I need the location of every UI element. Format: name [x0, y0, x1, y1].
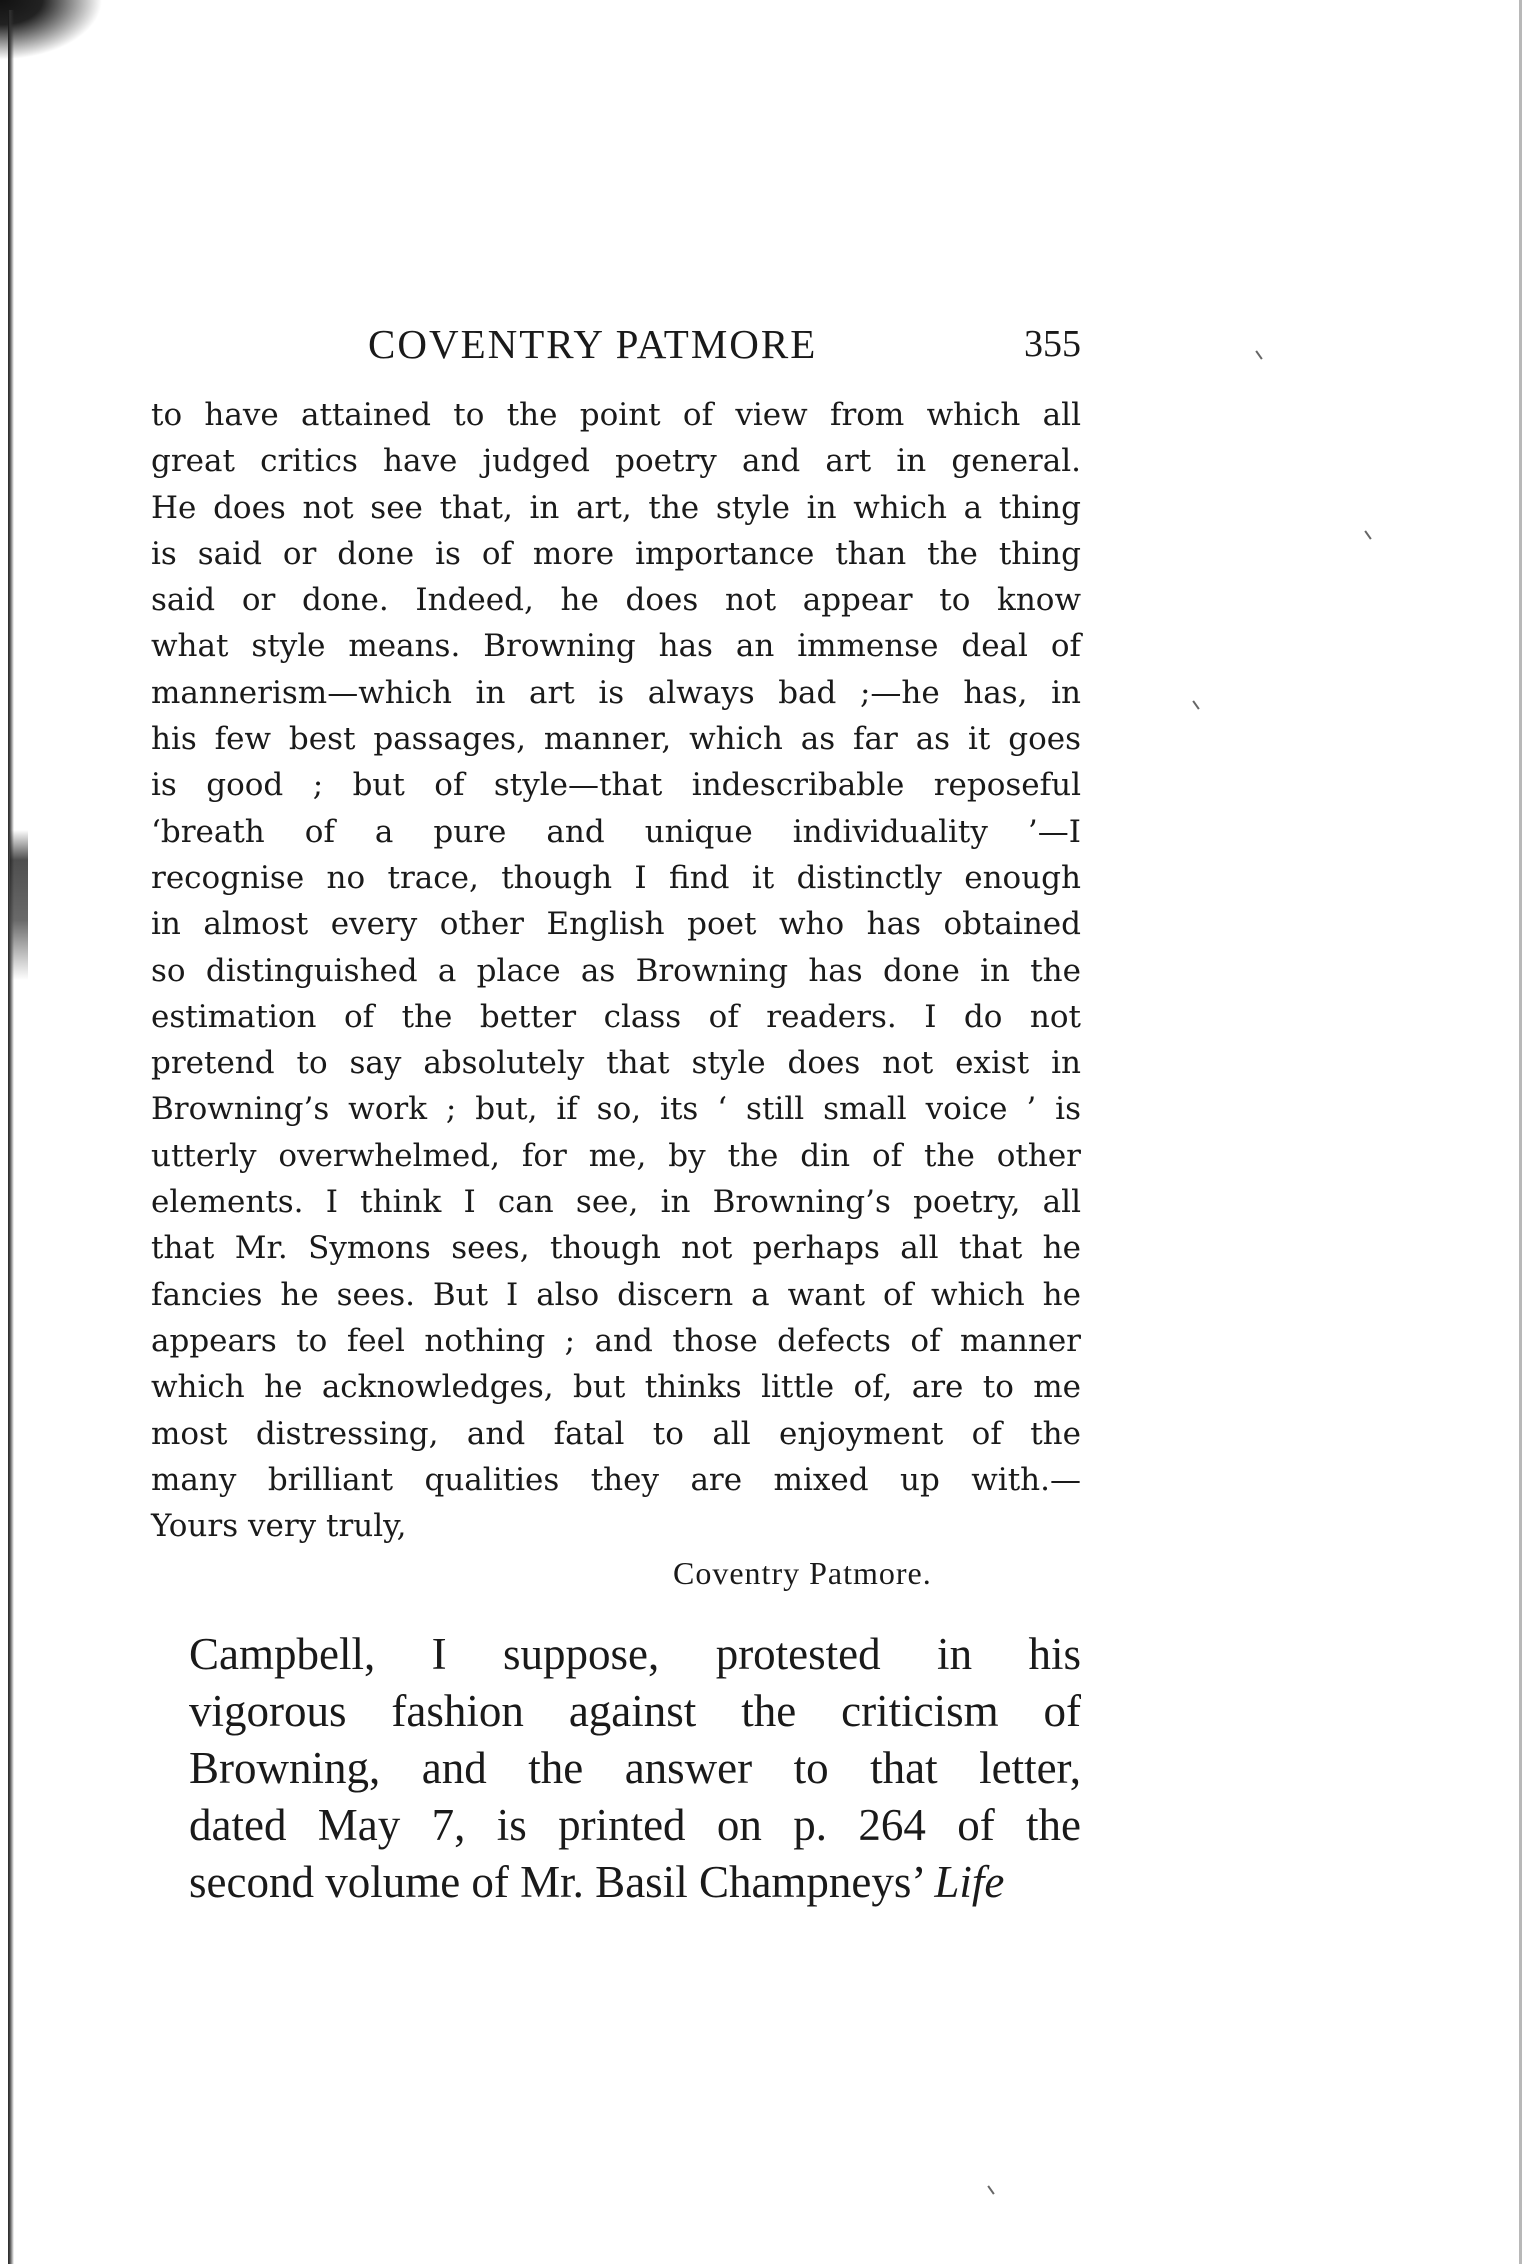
page-scan-shadow [0, 0, 120, 70]
narrative-paragraph [151, 1626, 1081, 1911]
narrative-line: dated May 7, is printed on p. 264 of the [189, 1800, 1081, 1851]
letter-body [151, 392, 1081, 1549]
letter-line: Browning’s work ; but, if so, its ‘ still small voice ’ is [151, 1091, 1081, 1128]
letter-line: is good ; but of style—that indescribable reposeful [151, 767, 1081, 804]
letter-line: pretend to say absolutely that style does not exist in [151, 1045, 1081, 1082]
narrative-line: vigorous fashion against the criticism of [189, 1686, 1081, 1737]
narrative-line-text: second volume of Mr. Basil Champneys’ [189, 1857, 935, 1908]
scan-speck [1364, 530, 1371, 539]
letter-line: many brilliant qualities they are mixed up with.— [151, 1461, 1081, 1498]
letter-line: great critics have judged poetry and art in general. [151, 443, 1081, 480]
narrative-line: Campbell, I suppose, protested in his [189, 1629, 1081, 1680]
letter-line: He does not see that, in art, the style in which a thing [151, 489, 1081, 526]
letter-line: to have attained to the point of view from which all [151, 397, 1081, 433]
book-page [151, 320, 1081, 1911]
scan-speck [1255, 350, 1262, 359]
page-header [151, 320, 1081, 380]
book-title-italic: Life [934, 1857, 1005, 1908]
letter-line: his few best passages, manner, which as far as it goes [151, 721, 1081, 758]
letter-line: said or done. Indeed, he does not appear to know [151, 582, 1081, 619]
letter-line: ‘breath of a pure and unique individuality ’—I [151, 813, 1081, 850]
letter-line: fancies he sees. But I also discern a want of which he [151, 1276, 1081, 1313]
letter-line: that Mr. Symons sees, though not perhaps all that he [151, 1230, 1081, 1267]
letter-closing: Yours very truly, [151, 1508, 407, 1545]
letter-line: what style means. Browning has an immense deal of [151, 628, 1081, 665]
narrative-last-line [189, 1854, 1081, 1911]
running-title: COVENTRY PATMORE [368, 321, 818, 367]
letter-line: is said or done is of more importance than the thing [151, 535, 1081, 572]
letter-line: most distressing, and fatal to all enjoyment of the [151, 1415, 1081, 1452]
letter-line: estimation of the better class of readers. I do not [151, 998, 1081, 1035]
letter-signature: Coventry Patmore. [673, 1555, 932, 1592]
scan-speck [987, 2185, 994, 2194]
scan-speck [1192, 700, 1199, 709]
page-number: 355 [1024, 323, 1081, 365]
letter-line: utterly overwhelmed, for me, by the din of the other [151, 1137, 1081, 1174]
letter-line: appears to feel nothing ; and those defects of manner [151, 1322, 1081, 1359]
page-binding-edge [8, 10, 14, 2264]
letter-line: in almost every other English poet who has obtained [151, 906, 1081, 943]
binding-mark [10, 830, 28, 980]
letter-line: which he acknowledges, but thinks little of, are to me [151, 1369, 1081, 1406]
narrative-line: Browning, and the answer to that letter, [189, 1743, 1081, 1794]
letter-line: recognise no trace, though I find it distinctly enough [151, 859, 1081, 896]
letter-line: elements. I think I can see, in Browning’s poetry, all [151, 1184, 1081, 1221]
letter-line: mannerism—which in art is always bad ;—he has, in [151, 674, 1081, 711]
letter-line: so distinguished a place as Browning has done in the [151, 952, 1081, 989]
